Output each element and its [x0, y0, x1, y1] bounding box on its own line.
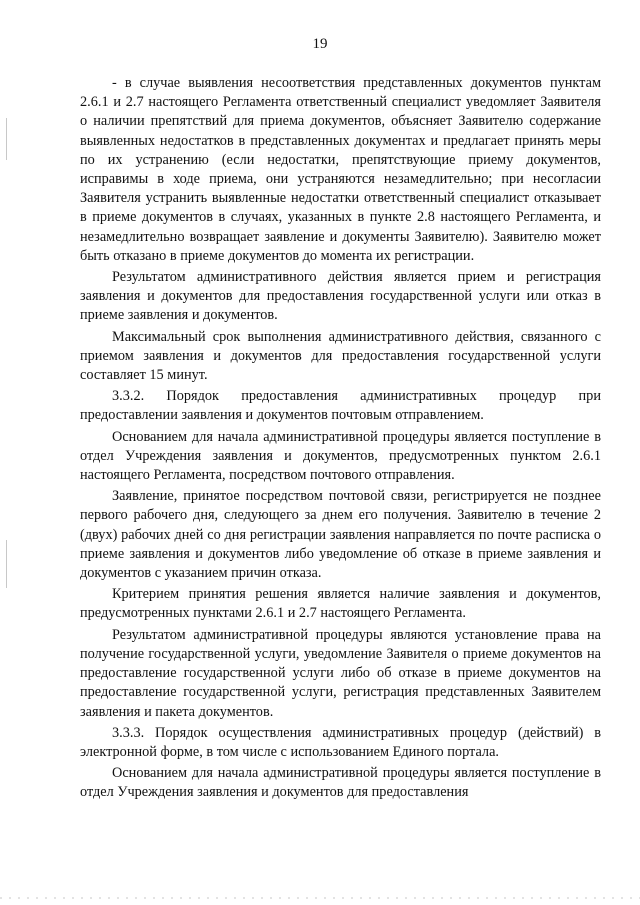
paragraph: Результатом административной процедуры являются установление права на получение государственной услуги, уведомление Заявителя о приеме документов на предоставление государственной услуги либо об отказе в приеме документов на предоставление государственной услуги, регистрация представленных Заявителем заявления и пакета документов. — [80, 626, 601, 720]
section-heading: 3.3.3. Порядок осуществления административных процедур (действий) в электронной форме, в том числе с использованием Единого портала. — [80, 724, 601, 760]
paragraph: Максимальный срок выполнения административного действия, связанного с приемом заявления и документов для предоставления государственной услуги составляет 15 минут. — [80, 328, 601, 384]
paragraph: Результатом административного действия является прием и регистрация заявления и документов для предоставления государственной услуги или отказ в приеме заявления и документов. — [80, 269, 601, 324]
scan-artifact-bottom — [0, 897, 640, 899]
paragraph: Основанием для начала административной процедуры является поступление в отдел Учреждения заявления и документов, предусмотренных пунктом 2.6.1 настоящего Регламента, посредством почтового отправления. — [80, 428, 601, 484]
page-number: 19 — [312, 36, 328, 52]
paragraph: Критерием принятия решения является наличие заявления и документов, предусмотренных пунктами 2.6.1 и 2.7 настоящего Регламента. — [80, 586, 601, 622]
document-body — [80, 74, 601, 803]
section-heading: 3.3.2. Порядок предоставления административных процедур при предоставлении заявления и документов почтовым отправлением. — [80, 388, 601, 424]
scan-artifact-left — [6, 540, 7, 588]
paragraph: Основанием для начала административной процедуры является поступление в отдел Учреждения заявления и документов для предоставления — [80, 765, 601, 801]
paragraph: - в случае выявления несоответствия представленных документов пунктам 2.6.1 и 2.7 настоящего Регламента ответственный специалист уведомляет Заявителя о наличии препятствий для приема документов, объясняет Заявителю содержание выявленных недостатков в представленных документах и предлагает принять меры по их устранению (если недостатки, препятствующие приему документов, исправимы в ходе приема, они устраняются незамедлительно; при несогласии Заявителя устранить выявленные недостатки ответственный специалист отказывает в приеме документов в случаях, указанных в пункте 2.8 настоящего Регламента, и незамедлительно возвращает заявление и документы Заявителю). Заявителю может быть отказано в приеме документов до момента их регистрации. — [80, 75, 601, 264]
scan-artifact-left — [6, 118, 7, 160]
paragraph: Заявление, принятое посредством почтовой связи, регистрируется не позднее первого рабочего дня, следующего за днем его получения. Заявителю в течение 2 (двух) рабочих дней со дня регистрации заявления направляется по почте расписка о приеме заявления и документов либо уведомление об отказе в приеме заявления и документов с указанием причин отказа. — [80, 488, 601, 582]
